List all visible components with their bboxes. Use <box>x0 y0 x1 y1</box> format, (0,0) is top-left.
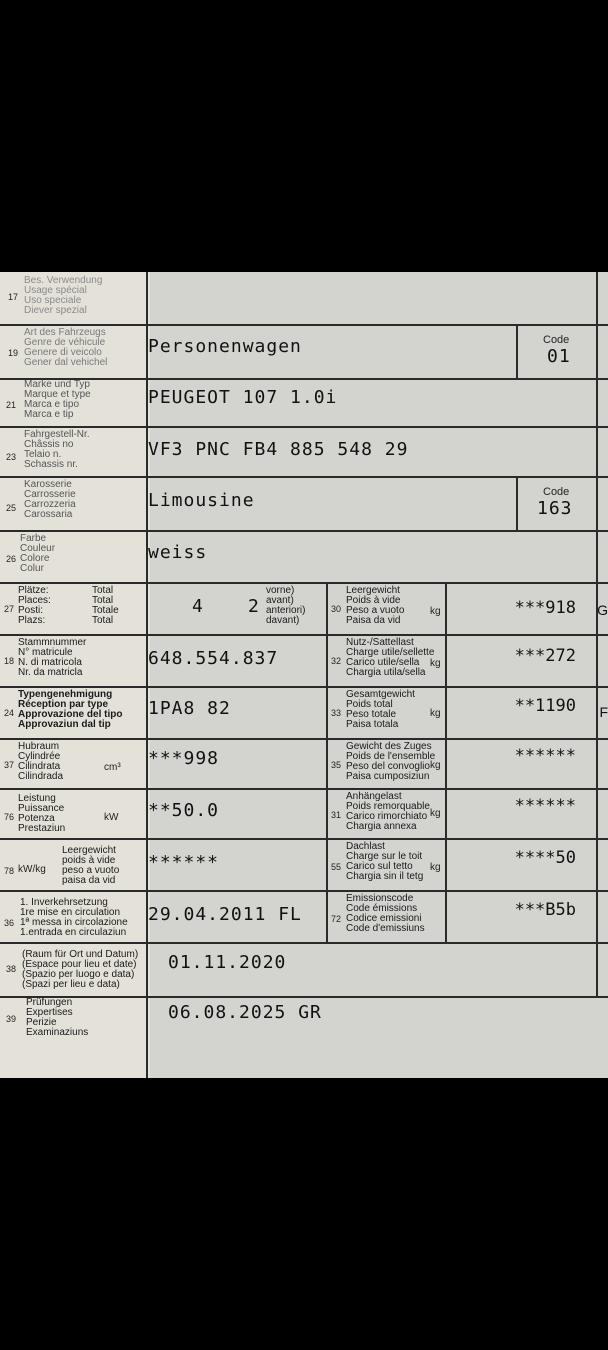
row-divider <box>0 838 608 840</box>
edge-letter: G <box>597 602 608 618</box>
vehicle-kind-label: Art des Fahrzeugs Genre de véhicule Genere di veicolo Gener dal vehichel <box>24 327 108 368</box>
column-divider <box>596 272 598 996</box>
roof-load-unit: kg <box>430 862 441 873</box>
field-number: 55 <box>331 862 342 872</box>
body-label: Karosserie Carrosserie Carrozzeria Carossaria <box>24 479 76 520</box>
field-number: 39 <box>6 1014 17 1024</box>
field-number: 72 <box>331 914 342 924</box>
emission-code-value: ***B5b <box>514 900 576 920</box>
type-approval-value: 1PA8 82 <box>148 698 231 719</box>
displacement-label: Hubraum Cylindrée Cilindrata Cilindrada <box>18 741 64 782</box>
total-weight-value: **1190 <box>514 696 576 716</box>
row-divider <box>0 582 608 584</box>
field-number: 27 <box>4 604 15 614</box>
power-weight-label: Leergewicht poids à vide peso a vuoto paisa da vid <box>62 845 120 886</box>
field-number: 26 <box>6 554 17 564</box>
field-number: 30 <box>331 604 342 614</box>
field-number: 76 <box>4 812 15 822</box>
seats-total-value: 4 <box>192 596 204 617</box>
chassis-value: VF3 PNC FB4 885 548 29 <box>148 439 409 460</box>
row-divider <box>0 890 608 892</box>
code-label: Code <box>543 486 570 498</box>
train-weight-unit: kg <box>430 760 441 771</box>
field-number: 24 <box>4 708 15 718</box>
power-weight-unit: kW/kg <box>18 864 46 875</box>
field-number: 36 <box>4 918 15 928</box>
field-number: 21 <box>6 400 17 410</box>
row-divider <box>0 634 608 636</box>
emission-code-label: Emissionscode Code émissions Codice emissioni Code d'emissiuns <box>346 893 425 934</box>
place-date-value: 01.11.2020 <box>168 952 287 973</box>
row-divider <box>0 788 608 790</box>
displacement-unit: cm³ <box>104 762 121 773</box>
trailer-load-unit: kg <box>430 808 441 819</box>
row-divider <box>0 426 608 428</box>
power-value: **50.0 <box>148 800 220 821</box>
trailer-load-value: ****** <box>514 796 576 816</box>
field-number: 31 <box>331 810 342 820</box>
power-weight-value: ****** <box>148 852 220 873</box>
field-number: 38 <box>6 964 17 974</box>
empty-weight-value: ***918 <box>514 598 576 618</box>
field-number: 18 <box>4 656 15 666</box>
seats-front-label: vorne) avant) anteriori) davant) <box>266 585 306 626</box>
vehicle-registration-document <box>0 272 608 1078</box>
empty-weight-unit: kg <box>430 606 441 617</box>
train-weight-value: ****** <box>514 746 576 766</box>
payload-unit: kg <box>430 658 441 669</box>
field-number: 23 <box>6 452 17 462</box>
train-weight-label: Gewicht des Zuges Poids de l'ensemble Peso del convoglio Paisa cumposiziun <box>346 741 436 782</box>
code-label: Code <box>543 334 570 346</box>
seats-label: Plätze: Places: Posti: Plazs: <box>18 585 51 626</box>
field-number: 32 <box>331 656 342 666</box>
vehicle-kind-value: Personenwagen <box>148 336 302 357</box>
field-number: 25 <box>6 503 17 513</box>
type-approval-label: Typengenehmigung Réception par type Approvazione del tipo Approvaziun dal tip <box>18 689 123 730</box>
make-type-label: Marke und Typ Marque et type Marca e tipo Marca e tip <box>24 379 91 420</box>
field-number: 35 <box>331 760 342 770</box>
inspections-label: Prüfungen Expertises Perizie Examinaziuns <box>26 997 89 1038</box>
make-type-value: PEUGEOT 107 1.0i <box>148 387 338 408</box>
vehicle-kind-code: 01 <box>547 346 571 367</box>
field-number: 78 <box>4 866 15 876</box>
type-number-label: Stammnummer N° matricule N. di matricola Nr. da matricla <box>18 637 87 678</box>
first-registration-value: 29.04.2011 FL <box>148 904 302 925</box>
total-weight-label: Gesamtgewicht Poids total Peso totale Paisa totala <box>346 689 415 730</box>
row-divider <box>0 530 608 532</box>
color-label: Farbe Couleur Colore Colur <box>20 533 56 574</box>
body-value: Limousine <box>148 490 255 511</box>
color-value: weiss <box>148 542 208 563</box>
row-divider <box>0 738 608 740</box>
field-number: 37 <box>4 760 15 770</box>
body-code: 163 <box>537 498 573 519</box>
usage-label: Bes. Verwendung Usage spécial Uso speciale Diever spezial <box>24 275 103 316</box>
type-number-value: 648.554.837 <box>148 648 279 669</box>
field-number: 17 <box>8 292 19 302</box>
roof-load-value: ****50 <box>514 848 576 868</box>
seats-total-label: Total Total Totale Total <box>92 585 119 626</box>
empty-weight-label: Leergewicht Poids à vide Peso a vuoto Paisa da vid <box>346 585 405 626</box>
roof-load-label: Dachlast Charge sur le toit Carico sul tetto Chargia sin il tetg <box>346 841 424 882</box>
power-unit: kW <box>104 812 119 823</box>
edge-letter: F <box>599 704 608 720</box>
row-divider <box>0 942 608 944</box>
field-number: 19 <box>8 348 19 358</box>
total-weight-unit: kg <box>430 708 441 719</box>
chassis-label: Fahrgestell-Nr. Châssis no Telaio n. Schassis nr. <box>24 429 90 470</box>
column-divider <box>326 582 328 944</box>
place-date-label: (Raum für Ort und Datum) (Espace pour lieu et date) (Spazio per luogo e data) (Spazi per lieu e data) <box>22 949 139 990</box>
power-label: Leistung Puissance Potenza Prestaziun <box>18 793 66 834</box>
row-divider <box>0 378 608 380</box>
trailer-load-label: Anhängelast Poids remorquable Carico rimorchiato Chargia annexa <box>346 791 430 832</box>
first-registration-label: 1. Inverkehrsetzung 1re mise en circulation 1ª messa in circolazione 1.entrada en circulaziun <box>20 897 128 938</box>
payload-value: ***272 <box>514 646 576 666</box>
seats-front-value: 2 <box>248 596 260 617</box>
row-divider <box>0 996 608 998</box>
inspections-value: 06.08.2025 GR <box>168 1002 322 1023</box>
field-number: 33 <box>331 708 342 718</box>
payload-label: Nutz-/Sattellast Charge utile/sellette Carico utile/sella Chargia utila/sella <box>346 637 435 678</box>
row-divider <box>0 686 608 688</box>
displacement-value: ***998 <box>148 748 220 769</box>
